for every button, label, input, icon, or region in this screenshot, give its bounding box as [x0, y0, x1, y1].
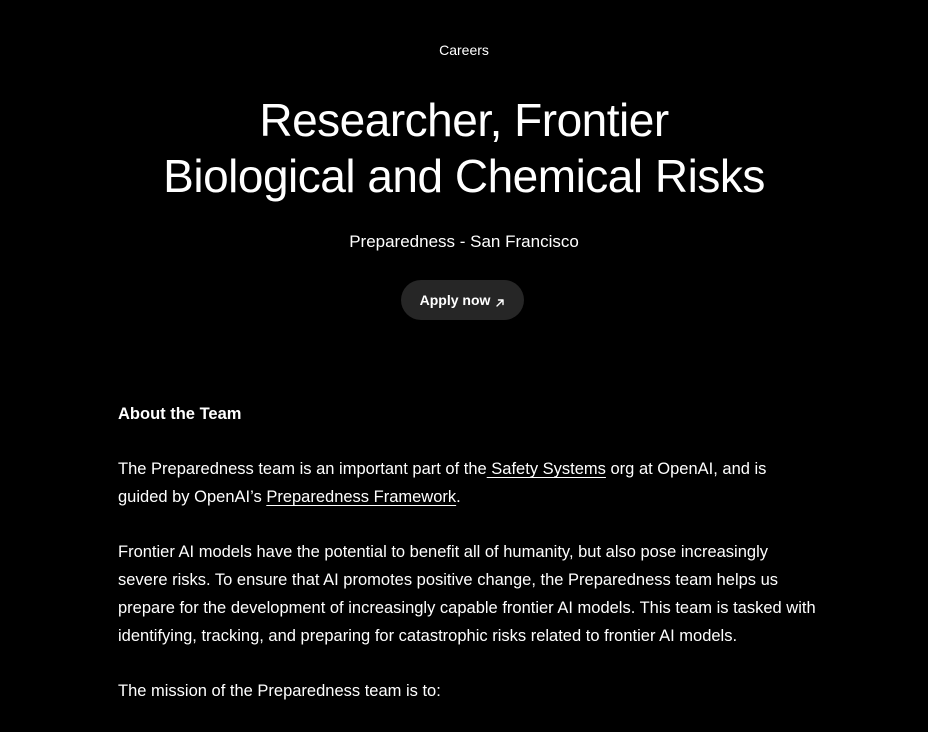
preparedness-framework-link[interactable]: Preparedness Framework — [266, 488, 457, 506]
risks-paragraph: Frontier AI models have the potential to benefit all of humanity, but also pose increasingly severe risks. To ensure that AI promotes positive change, the Preparedness team helps us prepare for the development of increasingly capable frontier AI models. This team is tasked with identifying, tracking, and preparing for catastrophic risks related to frontier AI models. — [118, 543, 816, 645]
intro-text-middle: org at OpenAI, and is guided by OpenAI’s — [118, 460, 767, 506]
job-description — [118, 400, 818, 732]
apply-now-button[interactable] — [401, 280, 524, 320]
job-title-line-2: Biological and Chemical Risks — [163, 150, 765, 202]
about-team-heading: About the Team — [118, 405, 242, 423]
apply-now-label: Apply now — [419, 292, 491, 308]
intro-text-end: . — [456, 488, 461, 506]
careers-link[interactable]: Careers — [439, 42, 489, 58]
mission-paragraph: The mission of the Preparedness team is to: — [118, 682, 441, 700]
team-location: Preparedness - San Francisco — [349, 232, 579, 251]
job-title-line-1: Researcher, Frontier — [259, 94, 669, 146]
safety-systems-link[interactable]: Safety Systems — [486, 460, 606, 478]
job-title — [0, 92, 928, 204]
intro-paragraph — [118, 455, 818, 511]
arrow-up-right-icon — [495, 295, 505, 305]
intro-text-start: The Preparedness team is an important part of the — [118, 460, 487, 478]
